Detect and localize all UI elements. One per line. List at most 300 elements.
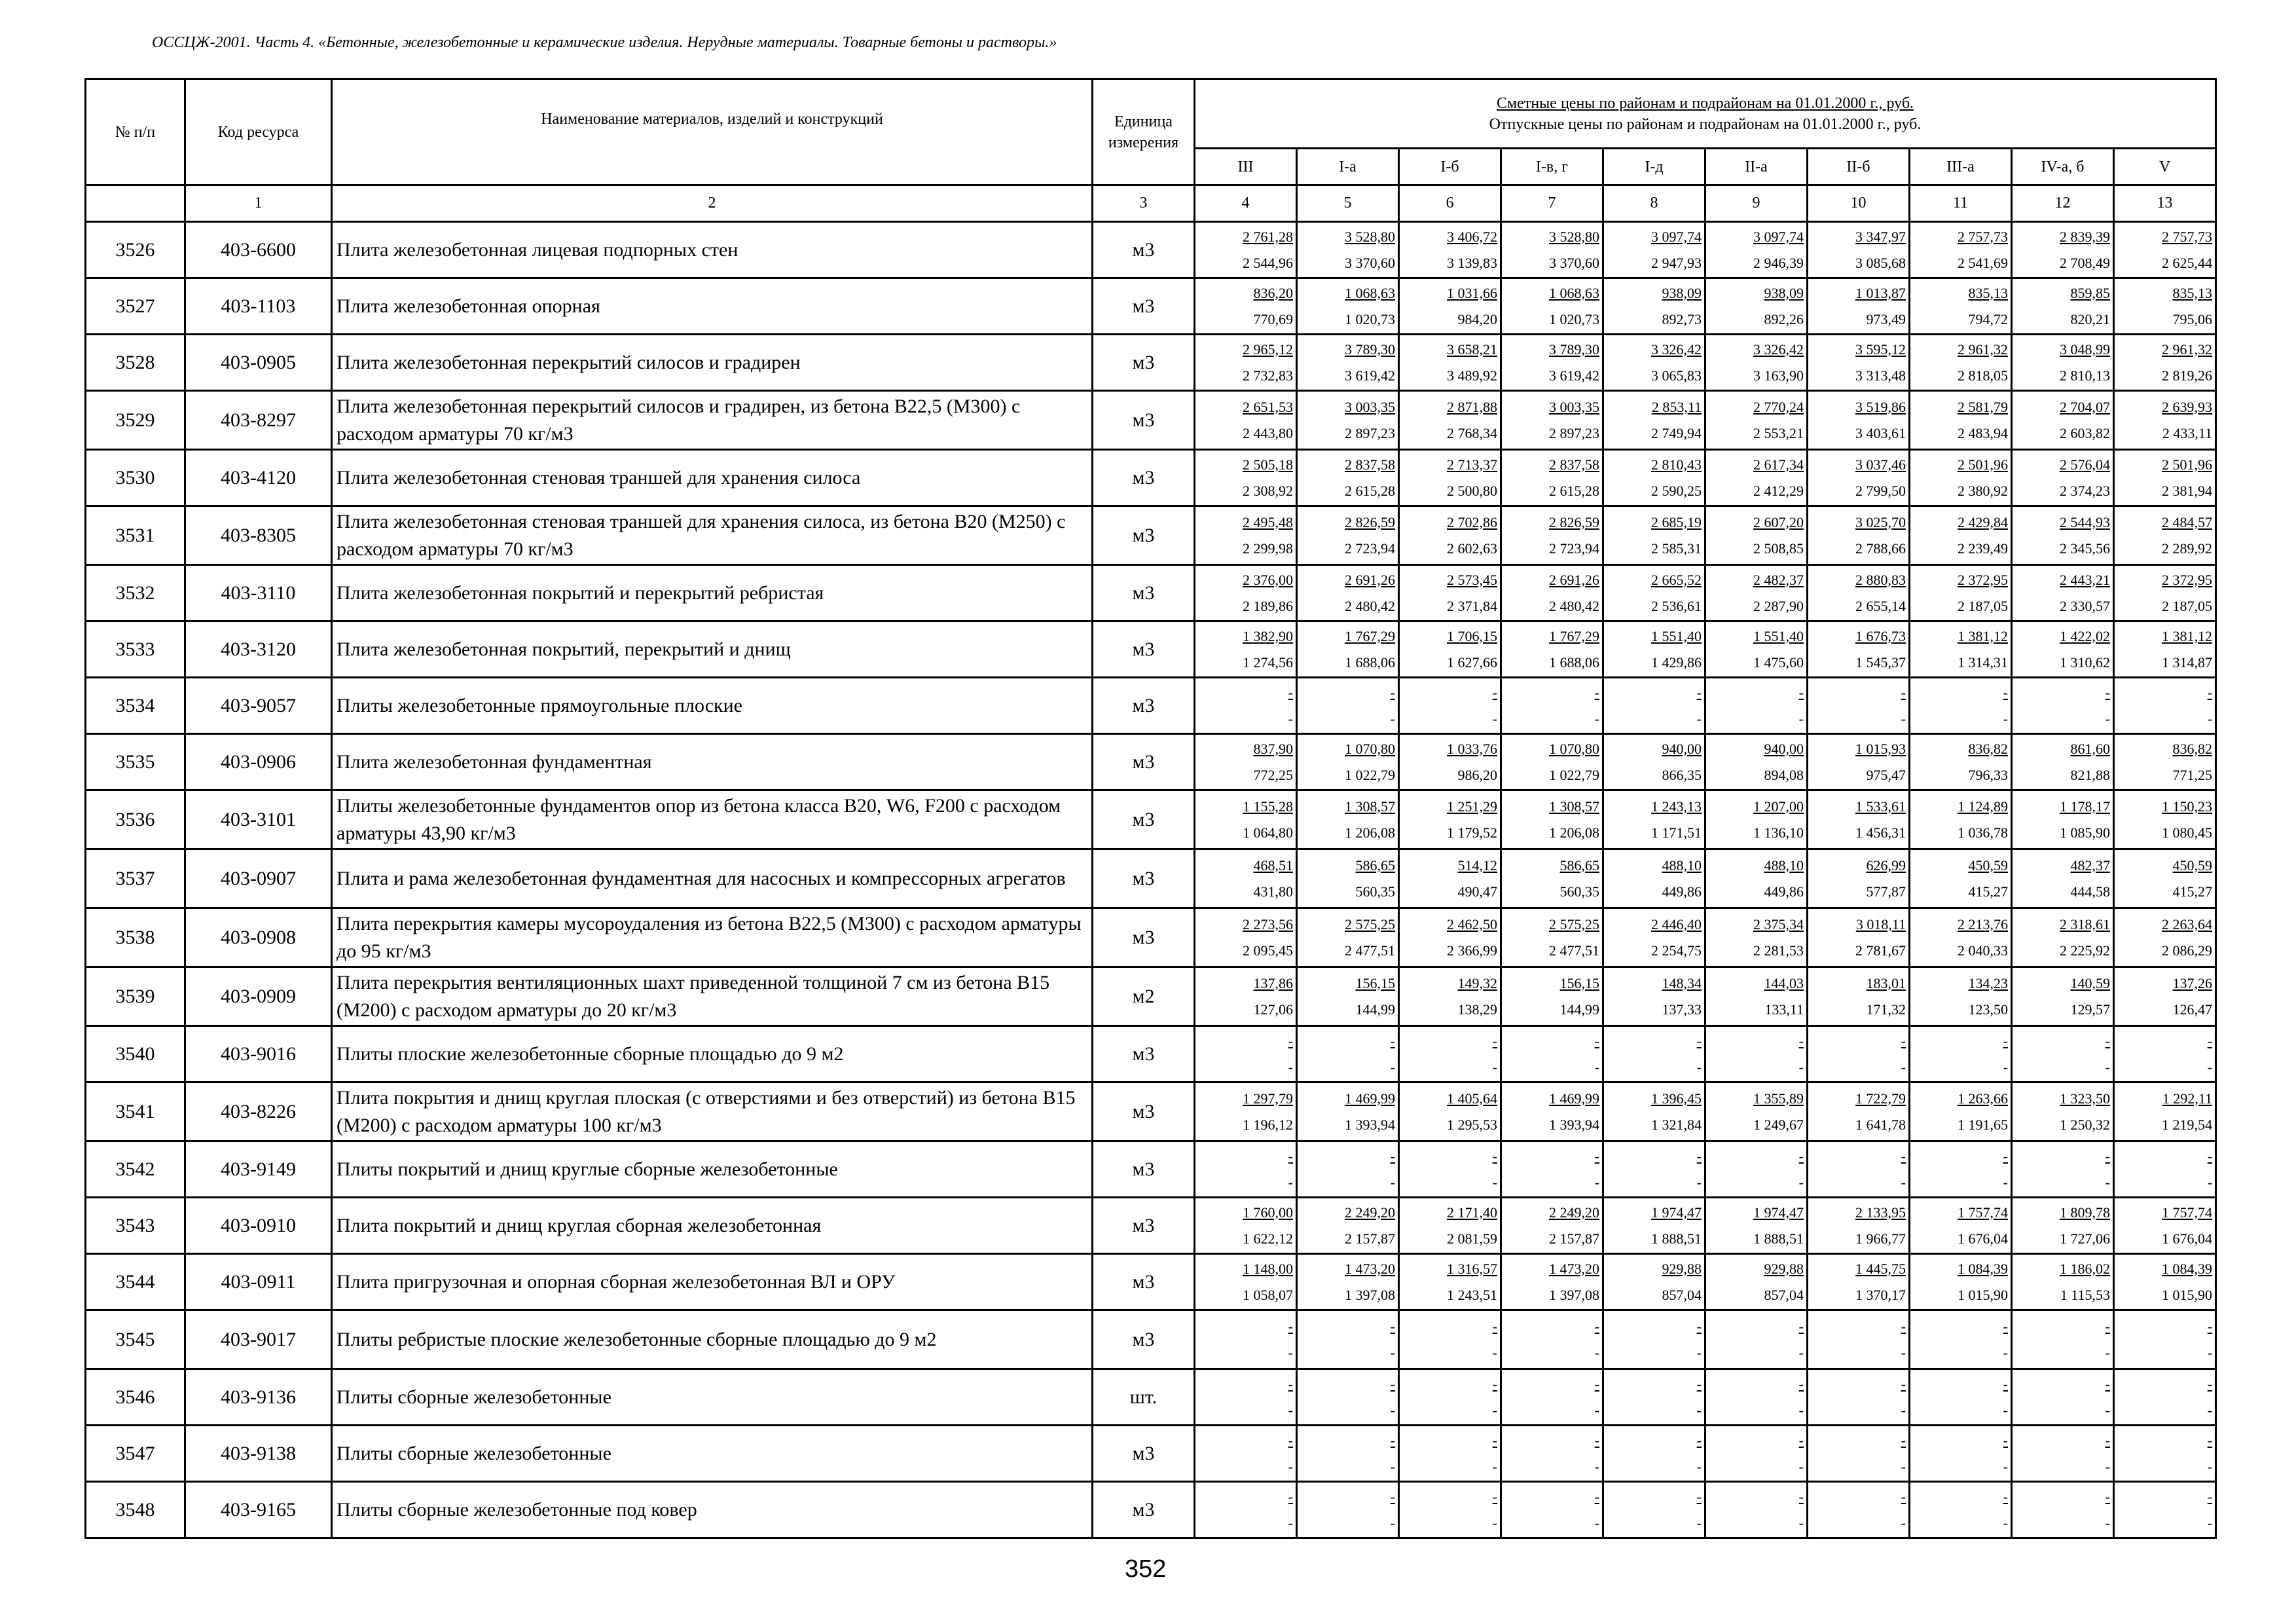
price-cell bbox=[1603, 967, 1705, 1026]
release-price: 3 403,61 bbox=[1855, 424, 1906, 441]
price-cell bbox=[1910, 278, 2012, 335]
column-number: 7 bbox=[1501, 185, 1603, 222]
price-cell bbox=[1705, 391, 1808, 450]
price-cell bbox=[1603, 1426, 1705, 1482]
release-price: - bbox=[1492, 1058, 1497, 1075]
release-price: 415,27 bbox=[1968, 883, 2008, 900]
estimate-price: 2 651,53 bbox=[1243, 398, 1293, 415]
unit-of-measure: м3 bbox=[1093, 790, 1195, 849]
price-cell bbox=[1808, 734, 1910, 790]
release-price: 2 308,92 bbox=[1243, 482, 1293, 499]
header-num: № п/п bbox=[86, 79, 185, 185]
estimate-price: - bbox=[1288, 1488, 1293, 1505]
release-price: 1 243,51 bbox=[1447, 1286, 1497, 1303]
estimate-price: 837,90 bbox=[1253, 740, 1293, 757]
estimate-price: - bbox=[2105, 684, 2110, 701]
table-row bbox=[86, 1426, 2216, 1482]
price-cell bbox=[1705, 1369, 1808, 1426]
estimate-price: 929,88 bbox=[1764, 1260, 1804, 1277]
estimate-price: 2 826,59 bbox=[1549, 513, 1599, 530]
estimate-price: 1 722,79 bbox=[1855, 1090, 1906, 1107]
price-cell bbox=[2012, 790, 2114, 849]
estimate-price: - bbox=[1390, 1488, 1395, 1505]
estimate-price: - bbox=[1492, 1375, 1497, 1392]
release-price: 1 196,12 bbox=[1243, 1116, 1293, 1133]
estimate-price: 1 292,11 bbox=[2162, 1090, 2213, 1107]
estimate-price: 2 544,93 bbox=[2060, 513, 2110, 530]
release-price: 1 022,79 bbox=[1345, 766, 1395, 783]
estimate-price: 1 124,89 bbox=[1958, 798, 2008, 815]
release-price: 2 040,33 bbox=[1958, 942, 2008, 959]
estimate-price: 626,99 bbox=[1866, 857, 1906, 874]
unit-of-measure: м3 bbox=[1093, 1141, 1195, 1198]
price-cell bbox=[2114, 565, 2216, 621]
price-cell bbox=[1501, 967, 1603, 1026]
release-price: 1 219,54 bbox=[2162, 1116, 2213, 1133]
price-cell bbox=[1808, 908, 1910, 967]
release-price: - bbox=[1492, 710, 1497, 727]
table-row bbox=[86, 1198, 2216, 1254]
estimate-price: - bbox=[2207, 1431, 2213, 1449]
estimate-price: 836,82 bbox=[2172, 740, 2213, 757]
estimate-price: 2 757,73 bbox=[2162, 228, 2213, 245]
price-cell bbox=[2114, 1482, 2216, 1538]
estimate-price: 2 839,39 bbox=[2060, 228, 2110, 245]
estimate-price: 1 551,40 bbox=[1651, 627, 1702, 644]
release-price: 2 500,80 bbox=[1447, 482, 1497, 499]
estimate-price: 2 501,96 bbox=[2162, 456, 2213, 473]
estimate-price: - bbox=[2003, 684, 2008, 701]
estimate-price: 482,37 bbox=[2070, 857, 2110, 874]
release-price: - bbox=[1594, 1401, 1599, 1418]
row-number: 3548 bbox=[86, 1482, 185, 1538]
table-row bbox=[86, 734, 2216, 790]
release-price: 1 020,73 bbox=[1345, 310, 1395, 327]
resource-code: 403-0911 bbox=[185, 1254, 332, 1310]
price-cell bbox=[1808, 678, 1910, 734]
price-cell bbox=[2114, 450, 2216, 506]
estimate-price: 2 757,73 bbox=[1958, 228, 2008, 245]
estimate-price: 450,59 bbox=[2172, 857, 2213, 874]
row-number: 3530 bbox=[86, 450, 185, 506]
release-price: 1 393,94 bbox=[1549, 1116, 1599, 1133]
release-price: - bbox=[1901, 710, 1906, 727]
price-cell bbox=[1808, 849, 1910, 908]
release-price: 2 603,82 bbox=[2060, 424, 2110, 441]
release-price: 2 585,31 bbox=[1651, 540, 1702, 557]
price-cell bbox=[1808, 1141, 1910, 1198]
row-number: 3537 bbox=[86, 849, 185, 908]
estimate-price: - bbox=[1901, 1488, 1906, 1505]
estimate-price: 2 446,40 bbox=[1651, 915, 1702, 932]
release-price: - bbox=[1390, 1401, 1395, 1418]
release-price: 2 810,13 bbox=[2060, 367, 2110, 384]
release-price: - bbox=[1594, 1344, 1599, 1361]
price-cell bbox=[1195, 506, 1297, 565]
row-number: 3543 bbox=[86, 1198, 185, 1254]
resource-code: 403-0909 bbox=[185, 967, 332, 1026]
row-number: 3531 bbox=[86, 506, 185, 565]
estimate-price: 3 519,86 bbox=[1855, 398, 1906, 415]
release-price: - bbox=[1798, 1058, 1804, 1075]
price-cell bbox=[1399, 1141, 1501, 1198]
price-cell bbox=[2114, 1198, 2216, 1254]
release-price: 2 819,26 bbox=[2162, 367, 2213, 384]
estimate-price: - bbox=[1594, 1375, 1599, 1392]
resource-code: 403-8226 bbox=[185, 1082, 332, 1141]
estimate-price: 2 810,43 bbox=[1651, 456, 1702, 473]
estimate-price: - bbox=[1594, 1488, 1599, 1505]
price-cell bbox=[1399, 678, 1501, 734]
region-header: III-а bbox=[1910, 149, 2012, 185]
estimate-price: 1 381,12 bbox=[1958, 627, 2008, 644]
release-price: 1 022,79 bbox=[1549, 766, 1599, 783]
row-number: 3544 bbox=[86, 1254, 185, 1310]
price-cell bbox=[1910, 391, 2012, 450]
release-price: 2 477,51 bbox=[1345, 942, 1395, 959]
table-row bbox=[86, 678, 2216, 734]
price-cell bbox=[1399, 506, 1501, 565]
table-row bbox=[86, 1026, 2216, 1082]
price-cell bbox=[1501, 1426, 1603, 1482]
price-cell bbox=[1603, 678, 1705, 734]
estimate-price: - bbox=[1288, 1375, 1293, 1392]
release-price: 2 483,94 bbox=[1958, 424, 2008, 441]
estimate-price: 2 263,64 bbox=[2162, 915, 2213, 932]
estimate-price: 148,34 bbox=[1662, 974, 1702, 991]
price-cell bbox=[2012, 734, 2114, 790]
release-price: 2 541,69 bbox=[1958, 254, 2008, 271]
price-cell bbox=[1808, 1369, 1910, 1426]
price-cell bbox=[1501, 222, 1603, 278]
estimate-price: - bbox=[2207, 684, 2213, 701]
estimate-price: 1 809,78 bbox=[2060, 1204, 2110, 1221]
estimate-price: - bbox=[1594, 684, 1599, 701]
material-name: Плита перекрытия камеры мусороудаления из бетона В22,5 (М300) с расходом арматуры до 95 кг/м3 bbox=[332, 908, 1093, 967]
release-price: 2 187,05 bbox=[2162, 597, 2213, 614]
price-cell bbox=[1603, 565, 1705, 621]
table-row bbox=[86, 1082, 2216, 1141]
release-price: - bbox=[2105, 1173, 2110, 1190]
estimate-price: 1 974,47 bbox=[1753, 1204, 1804, 1221]
column-number: 13 bbox=[2114, 185, 2216, 222]
release-price: 3 370,60 bbox=[1549, 254, 1599, 271]
release-price: 1 206,08 bbox=[1345, 824, 1395, 841]
estimate-price: 1 308,57 bbox=[1345, 798, 1395, 815]
price-cell bbox=[1399, 1310, 1501, 1369]
release-price: 1 250,32 bbox=[2060, 1116, 2110, 1133]
price-cell bbox=[1910, 621, 2012, 678]
release-price: 2 330,57 bbox=[2060, 597, 2110, 614]
column-number: 4 bbox=[1195, 185, 1297, 222]
price-cell bbox=[1603, 621, 1705, 678]
price-cell bbox=[1195, 335, 1297, 391]
price-cell bbox=[1501, 565, 1603, 621]
estimate-price: 2 880,83 bbox=[1855, 571, 1906, 588]
price-cell bbox=[2114, 1310, 2216, 1369]
release-price: 2 723,94 bbox=[1549, 540, 1599, 557]
estimate-price: 3 097,74 bbox=[1651, 228, 1702, 245]
estimate-price: - bbox=[1288, 1318, 1293, 1335]
price-cell bbox=[1501, 678, 1603, 734]
release-price: 2 443,80 bbox=[1243, 424, 1293, 441]
estimate-price: 2 171,40 bbox=[1447, 1204, 1497, 1221]
price-cell bbox=[1808, 1426, 1910, 1482]
release-price: - bbox=[1798, 1458, 1804, 1475]
price-cell bbox=[1705, 908, 1808, 967]
price-cell bbox=[2114, 222, 2216, 278]
price-cell bbox=[1603, 1082, 1705, 1141]
price-cell bbox=[1808, 790, 1910, 849]
price-cell bbox=[1501, 621, 1603, 678]
estimate-price: 1 422,02 bbox=[2060, 627, 2110, 644]
price-cell bbox=[1910, 908, 2012, 967]
release-price: - bbox=[2003, 1514, 2008, 1531]
release-price: 431,80 bbox=[1253, 883, 1293, 900]
estimate-price: 1 015,93 bbox=[1855, 740, 1906, 757]
resource-code: 403-8297 bbox=[185, 391, 332, 450]
estimate-price: 1 551,40 bbox=[1753, 627, 1804, 644]
estimate-price: - bbox=[1696, 1147, 1702, 1164]
price-cell bbox=[1910, 678, 2012, 734]
release-price: - bbox=[2105, 1344, 2110, 1361]
price-cell bbox=[1195, 1310, 1297, 1369]
release-price: - bbox=[1696, 1344, 1702, 1361]
price-cell bbox=[1910, 1369, 2012, 1426]
price-cell bbox=[1705, 1082, 1808, 1141]
estimate-price: 1 396,45 bbox=[1651, 1090, 1702, 1107]
estimate-price: - bbox=[1696, 1431, 1702, 1449]
estimate-price: 835,13 bbox=[2172, 284, 2213, 301]
estimate-price: 1 760,00 bbox=[1243, 1204, 1293, 1221]
price-cell bbox=[1910, 450, 2012, 506]
estimate-price: 1 405,64 bbox=[1447, 1090, 1497, 1107]
release-price: - bbox=[1288, 710, 1293, 727]
price-cell bbox=[1399, 1369, 1501, 1426]
material-name: Плита железобетонная стеновая траншей для хранения силоса bbox=[332, 450, 1093, 506]
price-cell bbox=[1195, 391, 1297, 450]
material-name: Плита и рама железобетонная фундаментная для насосных и компрессорных агрегатов bbox=[332, 849, 1093, 908]
header-name: Наименование материалов, изделий и конструкций bbox=[332, 79, 1093, 185]
row-number: 3542 bbox=[86, 1141, 185, 1198]
release-price: - bbox=[1798, 1514, 1804, 1531]
release-price: 1 136,10 bbox=[1753, 824, 1804, 841]
estimate-price: - bbox=[1798, 1375, 1804, 1392]
region-header: I-в, г bbox=[1501, 149, 1603, 185]
release-price: 2 749,94 bbox=[1651, 424, 1702, 441]
price-cell bbox=[2114, 1254, 2216, 1310]
price-cell bbox=[1603, 335, 1705, 391]
release-price: 1 370,17 bbox=[1855, 1286, 1906, 1303]
price-cell bbox=[2012, 678, 2114, 734]
release-price: 857,04 bbox=[1764, 1286, 1804, 1303]
row-number: 3540 bbox=[86, 1026, 185, 1082]
price-cell bbox=[1705, 450, 1808, 506]
estimate-price: 861,60 bbox=[2070, 740, 2110, 757]
resource-code: 403-3120 bbox=[185, 621, 332, 678]
estimate-price: - bbox=[1594, 1318, 1599, 1335]
column-number: 12 bbox=[2012, 185, 2114, 222]
estimate-price: - bbox=[2105, 1488, 2110, 1505]
estimate-price: - bbox=[1901, 684, 1906, 701]
price-cell bbox=[1808, 565, 1910, 621]
estimate-price: 3 595,12 bbox=[1855, 341, 1906, 358]
price-cell bbox=[1399, 1426, 1501, 1482]
price-cell bbox=[2114, 506, 2216, 565]
release-price: - bbox=[1594, 1458, 1599, 1475]
release-price: - bbox=[2105, 1458, 2110, 1475]
price-cell bbox=[1808, 335, 1910, 391]
release-price: - bbox=[1390, 1173, 1395, 1190]
table-row bbox=[86, 849, 2216, 908]
column-number: 10 bbox=[1808, 185, 1910, 222]
price-cell bbox=[1399, 967, 1501, 1026]
estimate-price: - bbox=[1492, 1318, 1497, 1335]
price-cell bbox=[1603, 1141, 1705, 1198]
release-price: 2 189,86 bbox=[1243, 597, 1293, 614]
estimate-price: - bbox=[1288, 1147, 1293, 1164]
estimate-price: 3 326,42 bbox=[1753, 341, 1804, 358]
release-price: - bbox=[1390, 1458, 1395, 1475]
column-number-blank bbox=[86, 185, 185, 222]
release-price: 138,29 bbox=[1457, 1001, 1497, 1018]
price-cell bbox=[1910, 335, 2012, 391]
page-number: 352 bbox=[1125, 1555, 1167, 1583]
release-price: 449,86 bbox=[1764, 883, 1804, 900]
release-price: 1 676,04 bbox=[2162, 1230, 2213, 1247]
release-price: 2 480,42 bbox=[1345, 597, 1395, 614]
estimate-price: 938,09 bbox=[1662, 284, 1702, 301]
price-cell bbox=[1297, 1198, 1399, 1254]
price-cell bbox=[1705, 565, 1808, 621]
price-cell bbox=[1603, 1198, 1705, 1254]
estimate-price: 2 685,19 bbox=[1651, 513, 1702, 530]
release-price: 1 310,62 bbox=[2060, 654, 2110, 671]
price-cell bbox=[1705, 790, 1808, 849]
estimate-price: 2 576,04 bbox=[2060, 456, 2110, 473]
release-price: 2 287,90 bbox=[1753, 597, 1804, 614]
release-price: 1 393,94 bbox=[1345, 1116, 1395, 1133]
price-cell bbox=[1501, 278, 1603, 335]
estimate-price: - bbox=[1390, 684, 1395, 701]
release-price: - bbox=[2207, 1514, 2213, 1531]
estimate-price: 1 068,63 bbox=[1345, 284, 1395, 301]
price-cell bbox=[1297, 278, 1399, 335]
unit-of-measure: м3 bbox=[1093, 1198, 1195, 1254]
table-row bbox=[86, 450, 2216, 506]
estimate-price: 586,65 bbox=[1559, 857, 1599, 874]
release-price: 2 225,92 bbox=[2060, 942, 2110, 959]
release-price: 3 163,90 bbox=[1753, 367, 1804, 384]
estimate-price: - bbox=[2105, 1318, 2110, 1335]
estimate-price: - bbox=[1390, 1032, 1395, 1049]
release-price: - bbox=[2207, 710, 2213, 727]
release-price: - bbox=[2105, 1058, 2110, 1075]
material-name: Плита железобетонная опорная bbox=[332, 278, 1093, 335]
price-cell bbox=[1501, 1198, 1603, 1254]
unit-of-measure: м2 bbox=[1093, 967, 1195, 1026]
estimate-price: 1 155,28 bbox=[1243, 798, 1293, 815]
header-unit: Единица измерения bbox=[1093, 79, 1195, 185]
release-price: 857,04 bbox=[1662, 1286, 1702, 1303]
estimate-price: 1 207,00 bbox=[1753, 798, 1804, 815]
material-name: Плита железобетонная стеновая траншей для хранения силоса, из бетона В20 (М250) с расходом арматуры 70 кг/м3 bbox=[332, 506, 1093, 565]
release-price: - bbox=[1492, 1173, 1497, 1190]
estimate-price: 1 382,90 bbox=[1243, 627, 1293, 644]
price-cell bbox=[1501, 790, 1603, 849]
estimate-price: 2 133,95 bbox=[1855, 1204, 1906, 1221]
estimate-price: 2 617,34 bbox=[1753, 456, 1804, 473]
estimate-price: - bbox=[1492, 1488, 1497, 1505]
estimate-price: 1 445,75 bbox=[1855, 1260, 1906, 1277]
price-cell bbox=[2114, 678, 2216, 734]
unit-of-measure: м3 bbox=[1093, 391, 1195, 450]
price-cell bbox=[1910, 790, 2012, 849]
table-row bbox=[86, 391, 2216, 450]
estimate-price: - bbox=[2105, 1032, 2110, 1049]
price-cell bbox=[2012, 506, 2114, 565]
price-cell bbox=[1195, 1482, 1297, 1538]
resource-code: 403-0907 bbox=[185, 849, 332, 908]
material-name: Плиты плоские железобетонные сборные площадью до 9 м2 bbox=[332, 1026, 1093, 1082]
estimate-price: 3 789,30 bbox=[1549, 341, 1599, 358]
estimate-price: 2 375,34 bbox=[1753, 915, 1804, 932]
price-cell bbox=[1195, 1369, 1297, 1426]
release-price: 1 545,37 bbox=[1855, 654, 1906, 671]
price-cell bbox=[2012, 1310, 2114, 1369]
column-number: 9 bbox=[1705, 185, 1808, 222]
estimate-price: - bbox=[2003, 1375, 2008, 1392]
estimate-price: - bbox=[1594, 1032, 1599, 1049]
unit-of-measure: м3 bbox=[1093, 278, 1195, 335]
estimate-price: - bbox=[2003, 1488, 2008, 1505]
price-cell bbox=[1195, 790, 1297, 849]
price-cell bbox=[1399, 1482, 1501, 1538]
table-body bbox=[86, 222, 2216, 1538]
release-price: 2 625,44 bbox=[2162, 254, 2213, 271]
estimate-price: - bbox=[2105, 1375, 2110, 1392]
price-cell bbox=[2012, 908, 2114, 967]
estimate-price: 2 249,20 bbox=[1345, 1204, 1395, 1221]
price-cell bbox=[1297, 678, 1399, 734]
estimate-price: - bbox=[2003, 1318, 2008, 1335]
price-cell bbox=[1195, 1254, 1297, 1310]
release-price: 1 085,90 bbox=[2060, 824, 2110, 841]
estimate-price: - bbox=[1901, 1147, 1906, 1164]
row-number: 3546 bbox=[86, 1369, 185, 1426]
price-cell bbox=[2012, 849, 2114, 908]
release-price: - bbox=[1696, 1458, 1702, 1475]
estimate-price: 1 767,29 bbox=[1549, 627, 1599, 644]
price-cell bbox=[1910, 1141, 2012, 1198]
release-price: 892,26 bbox=[1764, 310, 1804, 327]
release-price: 126,47 bbox=[2172, 1001, 2213, 1018]
price-cell bbox=[1501, 734, 1603, 790]
estimate-price: 3 789,30 bbox=[1345, 341, 1395, 358]
price-cell bbox=[2012, 1026, 2114, 1082]
release-price: 2 281,53 bbox=[1753, 942, 1804, 959]
estimate-price: - bbox=[1901, 1431, 1906, 1449]
release-price: 2 371,84 bbox=[1447, 597, 1497, 614]
release-price: 2 254,75 bbox=[1651, 942, 1702, 959]
release-price: 2 732,83 bbox=[1243, 367, 1293, 384]
price-cell bbox=[1297, 1254, 1399, 1310]
release-price: 1 115,53 bbox=[2060, 1286, 2110, 1303]
estimate-price: - bbox=[1492, 684, 1497, 701]
price-cell bbox=[1399, 1198, 1501, 1254]
price-cell bbox=[2114, 734, 2216, 790]
material-name: Плиты сборные железобетонные bbox=[332, 1426, 1093, 1482]
